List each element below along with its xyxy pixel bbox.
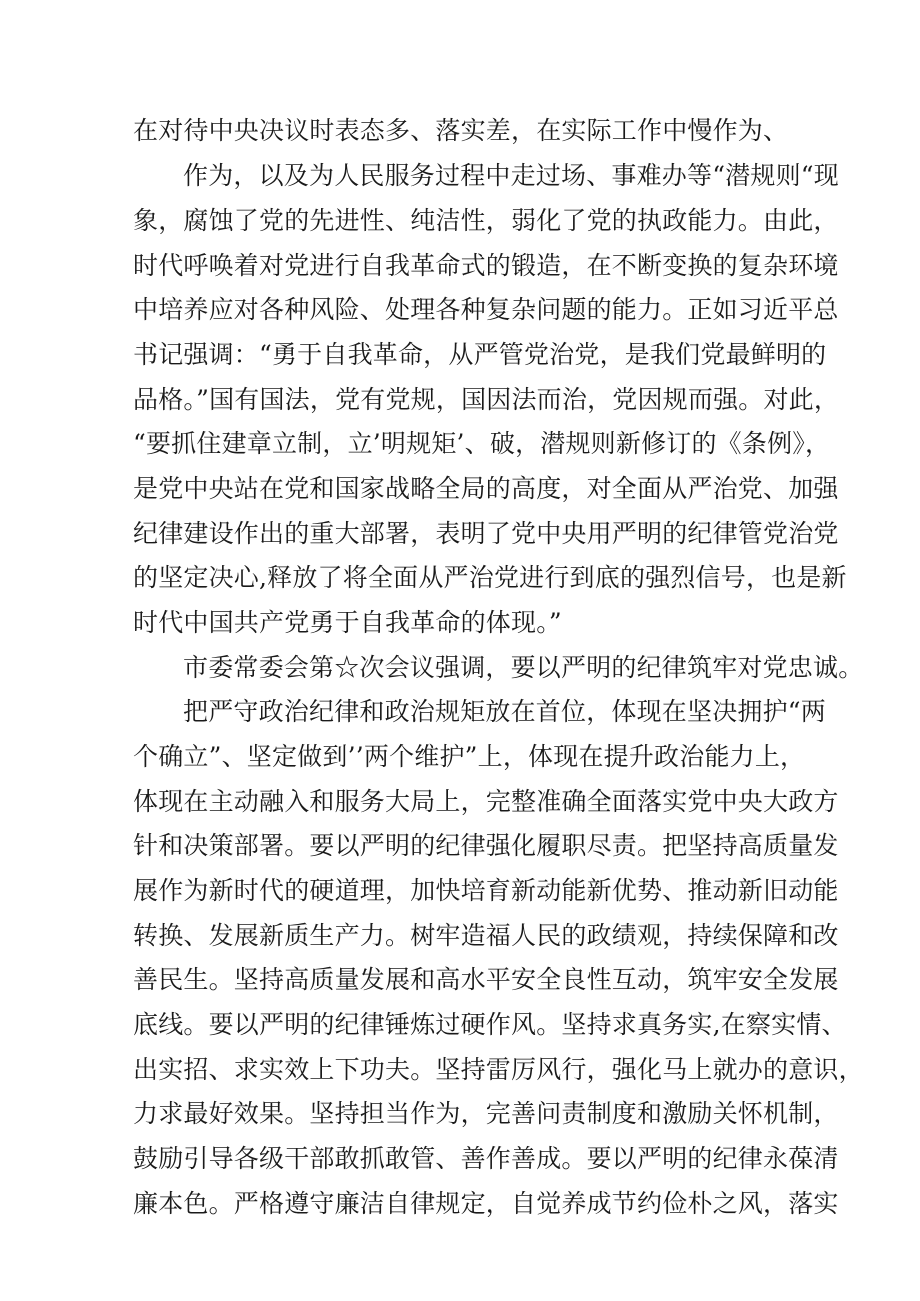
text-line: 时代呼唤着对党进行自我革命式的锻造，在不断变换的复杂环境 xyxy=(133,251,839,280)
text-line: 底线。要以严明的纪律锤炼过硬作风。坚持求真务实,在察实情、 xyxy=(133,1010,847,1039)
text-line: 时代中国共产党勇于自我革命的体现。” xyxy=(133,608,562,637)
text-line: 在对待中央决议时表态多、落实差，在实际工作中慢作为、 xyxy=(133,116,789,145)
text-line: 善民生。坚持高质量发展和高水平安全良性互动，筑牢安全发展 xyxy=(133,965,839,994)
paragraph-first-line: 市委常委会第☆次会议强调，要以严明的纪律筑牢对党忠诚。 xyxy=(183,653,864,682)
paragraph-first-line: 作为，以及为人民服务过程中走过场、事难办等“潜规则“现 xyxy=(183,161,839,190)
text-line: 个确立”、坚定做到’’两个维护”上，体现在提升政治能力上， xyxy=(133,742,806,771)
text-line: 的坚定决心,释放了将全面从严治党进行到底的强烈信号，也是新 xyxy=(133,563,847,592)
text-line: 书记强调：“勇于自我革命，从严管党治党，是我们党最鲜明的 xyxy=(133,340,827,369)
text-line: 展作为新时代的硬道理，加快培育新动能新优势、推动新旧动能 xyxy=(133,876,839,905)
text-line: 是党中央站在党和国家战略全局的高度，对全面从严治党、加强 xyxy=(133,474,839,503)
text-line: 力求最好效果。坚持担当作为，完善问责制度和激励关怀机制， xyxy=(133,1099,839,1128)
text-line: 品格。”国有国法，党有党规，国因法而治，党因规而强。对此， xyxy=(133,385,840,414)
text-line: 纪律建设作出的重大部署，表明了党中央用严明的纪律管党治党 xyxy=(133,519,839,548)
text-line: 出实招、求实效上下功夫。坚持雷厉风行，强化马上就办的意识， xyxy=(133,1055,864,1084)
text-line: 廉本色。严格遵守廉洁自律规定，自觉养成节约俭朴之风，落实 xyxy=(133,1189,839,1218)
text-line: 针和决策部署。要以严明的纪律强化履职尽责。把坚持高质量发 xyxy=(133,831,839,860)
text-line: 鼓励引导各级干部敢抓敢管、善作善成。要以严明的纪律永葆清 xyxy=(133,1144,839,1173)
text-line: 转换、发展新质生产力。树牢造福人民的政绩观，持续保障和改 xyxy=(133,921,839,950)
paragraph-first-line: 把严守政治纪律和政治规矩放在首位，体现在坚决拥护“两 xyxy=(183,697,826,726)
text-line: 体现在主动融入和服务大局上，完整准确全面落实党中央大政方 xyxy=(133,787,839,816)
text-line: 中培养应对各种风险、处理各种复杂问题的能力。正如习近平总 xyxy=(133,295,839,324)
text-line: 象，腐蚀了党的先进性、纯洁性，弱化了党的执政能力。由此， xyxy=(133,206,839,235)
text-line: “要抓住建章立制，立’明规矩’、破，潜规则新修订的《条例》， xyxy=(133,429,831,458)
